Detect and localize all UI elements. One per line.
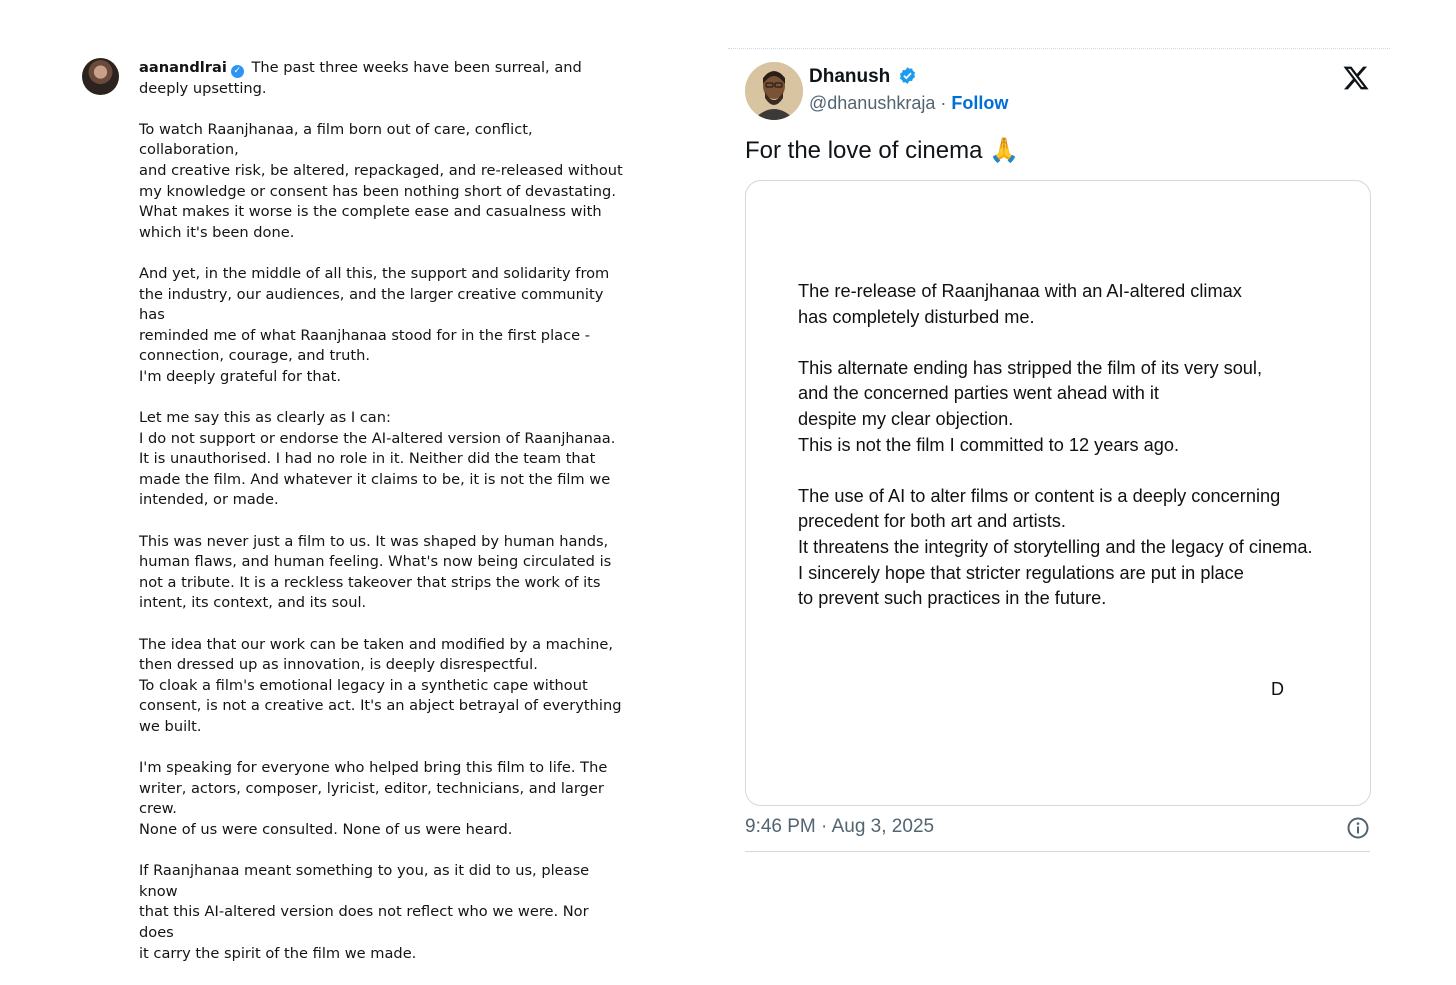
caption-paragraph: And yet, in the middle of all this, the support and solidarity from the industry, our audiences, and the larger creative community has reminded me of what Raanjhanaa stood for in the first place - connection, courage, and truth. I'm deeply grateful for that. [139,264,610,385]
caption-text: The past three weeks have been surreal, and deeply upsetting. [139,59,582,97]
caption-paragraph: If Raanjhanaa meant something to you, as it did to us, please know that this AI-altered version does not reflect who we were. Nor does it carry the spirit of the film we made. [139,862,590,962]
caption-paragraph: To watch Raanjhanaa, a film born out of care, conflict, collaboration, and creative risk, be altered, repackaged, and re-released without my knowledge or consent has been nothing short of devastating. What makes it worse is the complete ease and casualness with which it's been done. [139,120,623,241]
caption-paragraph: This was never just a film to us. It was shaped by human hands, human flaws, and human feeling. What's now being circulated is not a tribute. It is a reckless takeover that strips the work of its intent, its context, and its soul. [139,532,612,612]
avatar[interactable] [745,62,803,120]
avatar[interactable] [82,58,119,95]
verified-badge-icon [898,66,917,85]
username[interactable]: aanandlrai [139,59,227,76]
separator: · [935,93,952,113]
tweet-embed [728,48,1390,868]
caption-paragraph [139,58,624,99]
info-icon[interactable] [1346,816,1370,840]
divider [728,48,1390,50]
divider [745,851,1370,852]
handle-row [809,93,1008,114]
tweet-text: For the love of cinema 🙏 [745,137,1019,164]
handle[interactable]: @dhanushkraja [809,93,936,113]
caption-body [139,58,624,985]
avatar-image [745,62,803,120]
caption-paragraph: Let me say this as clearly as I can: I do not support or endorse the AI-altered version of Raanjhanaa. It is unauthorised. I had no role in it. Neither did the team that made the film. And whatever it claims to be, it is not the film we intended, or made. [139,409,616,509]
follow-button[interactable]: Follow [951,93,1009,113]
timestamp[interactable]: 9:46 PM · Aug 3, 2025 [745,816,935,837]
statement-text [798,279,1358,637]
caption-paragraph: I'm speaking for everyone who helped bring this film to life. The writer, actors, composer, lyricist, editor, technicians, and larger crew. None of us were consulted. None of us were heard. [139,759,608,838]
display-name[interactable]: Dhanush [809,66,891,87]
verified-badge-icon: ✓ [231,65,244,78]
statement-paragraph: This alternate ending has stripped the film of its very soul, and the concerned parties went ahead with it despite my clear objection. This is not the film I committed to 12 years ago. [798,357,1263,455]
author-name-row [809,66,917,88]
statement-paragraph: The re-release of Raanjhanaa with an AI-altered climax has completely disturbed me. [798,281,1242,327]
caption-paragraph: The idea that our work can be taken and modified by a machine, then dressed up as innovation, is deeply disrespectful. To cloak a film's emotional legacy in a synthetic cape without consent, is not a creative act. It's an abject betrayal of everything we built. [139,635,622,735]
statement-paragraph: The use of AI to alter films or content is a deeply concerning precedent for both art and artists. It threatens the integrity of storytelling and the legacy of cinema. I sincerely hope that stricter regulations are put in place to prevent such practices in the future. [798,485,1313,609]
tweet-media-image[interactable] [745,180,1371,806]
x-logo-icon[interactable] [1342,64,1370,92]
statement-signature: D [1271,679,1284,699]
